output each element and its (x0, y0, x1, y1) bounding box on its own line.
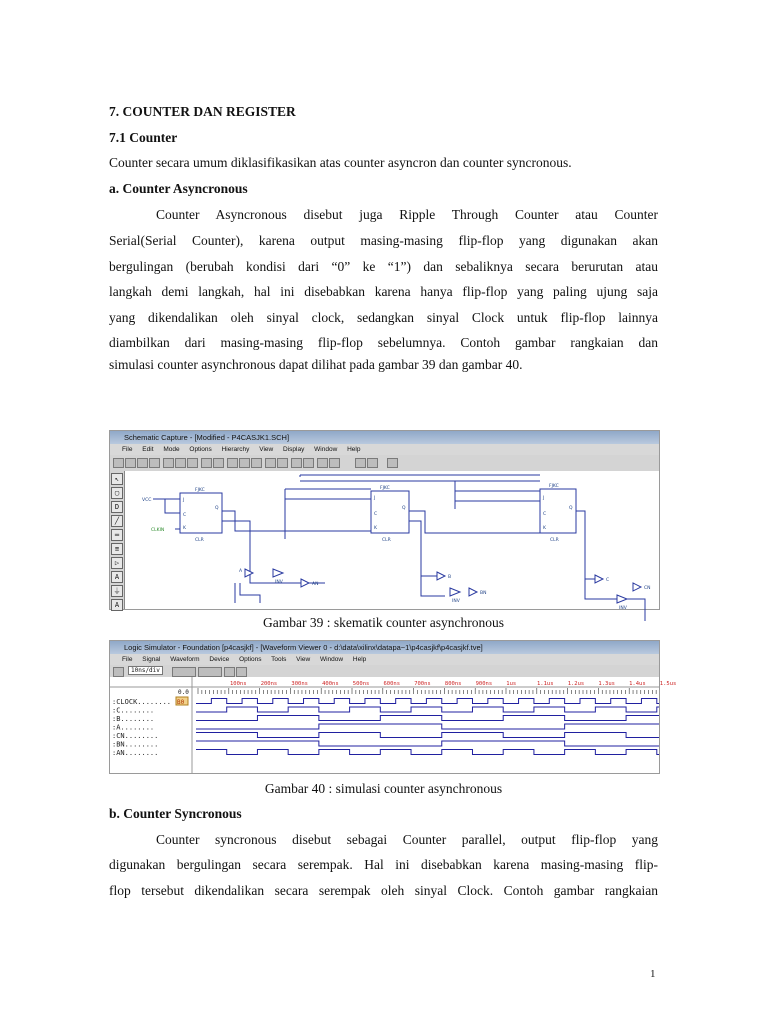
ff2-q-pin: Q (402, 506, 406, 511)
menu-help[interactable]: Help (347, 446, 361, 453)
io-marker-icon[interactable]: ▷ (111, 557, 123, 569)
menu-view[interactable]: View (259, 446, 274, 453)
ff3-c-pin: C (543, 512, 547, 517)
ff1-clr-label: CLR (195, 538, 204, 543)
time-label: 500ns (352, 681, 370, 687)
sim-tool-icon-2[interactable] (224, 667, 235, 677)
out-a-label: A (239, 569, 243, 574)
page-number: 1 (650, 968, 656, 980)
signal-name: :CLOCK........ (112, 698, 172, 706)
paragraph-b-line-3: flop tersebut dikendalikan secara serempak oleh sinyal Clock. Contoh gambar rangkaian (109, 883, 658, 898)
menu-options[interactable]: Options (189, 446, 212, 453)
paragraph-a-line-1: Counter Asyncronous disebut juga Ripple Through Counter atau Counter (156, 207, 658, 222)
subsection-a-title: a. Counter Asyncronous (109, 181, 248, 196)
inv1-label: INV (275, 580, 283, 585)
figure-39-caption: Gambar 39 : skematik counter asynchronous (262, 615, 505, 630)
sim-menu-waveform[interactable]: Waveform (170, 656, 200, 663)
ff3-clr-label: CLR (550, 538, 559, 543)
check-icon[interactable] (317, 458, 328, 468)
netlist-icon[interactable] (303, 458, 314, 468)
marker-icon[interactable] (367, 458, 378, 468)
inv2-label: INV (452, 599, 460, 604)
signal-name: :B........ (112, 715, 155, 723)
ff2-k-pin: K (374, 526, 377, 531)
wire-tool-icon[interactable]: ╱ (111, 515, 123, 527)
ff1-k-pin: K (183, 526, 186, 531)
paragraph-a-line-2: Serial(Serial Counter), karena output masing-masing flip-flop yang digunakan akan (109, 233, 658, 248)
time-label: 1.5us (659, 681, 677, 687)
time-label: 1.2us (567, 681, 585, 687)
scale-select[interactable]: 10ns/div (128, 666, 163, 675)
label-tool-icon[interactable]: A (111, 571, 123, 583)
simulator-menu-bar (110, 654, 659, 665)
paragraph-a-line-7: simulasi counter asynchronous dapat dilihat pada gambar 39 dan gambar 40. (109, 357, 523, 372)
ff3-k-pin: K (543, 526, 546, 531)
text-tool-icon[interactable]: A (111, 599, 123, 611)
simulator-toolbar (110, 665, 659, 677)
ff3-label: FJKC (549, 484, 559, 489)
paragraph-b-line-2: digunakan bergulingan secara serempak. Hal ini disebabkan karena masing-masing flip- (109, 857, 658, 872)
signal-name: :AN........ (112, 749, 159, 757)
sim-menu-window[interactable]: Window (319, 656, 344, 663)
time-label: 800ns (444, 681, 462, 687)
schematic-menu-bar (110, 444, 659, 455)
probe-icon[interactable] (355, 458, 366, 468)
menu-window[interactable]: Window (314, 446, 338, 453)
simulator-title-bar: Logic Simulator - Foundation [p4casjkf] - [Waveform Viewer 0 - d:\data\xilinx\datapa~1\p4casjkf\p4casjkf.tve] (110, 641, 659, 654)
new-icon[interactable] (113, 458, 124, 468)
time-label: 1.1us (537, 681, 554, 687)
out-c-label: C (606, 578, 610, 583)
time-label: 900ns (475, 681, 493, 687)
simulator-figure (109, 640, 677, 774)
paragraph-b-line-1: Counter syncronous disebut sebagai Counter parallel, output flip-flop yang (156, 832, 658, 847)
signal-name: :CN........ (112, 732, 159, 740)
clkin-label: CLKIN (151, 528, 165, 533)
time-label: 1.3us (598, 681, 615, 687)
ff1-label: FJKC (195, 488, 205, 493)
sim-tool-icon-1[interactable] (113, 667, 124, 677)
time-label: 100ns (230, 681, 247, 687)
hierarchy-pop-icon[interactable] (277, 458, 288, 468)
time-label: 1us (506, 681, 517, 687)
ff1-j-pin: J (183, 498, 185, 503)
time-label: 300ns (291, 681, 308, 687)
out-an-label: AN (312, 582, 319, 587)
open-icon[interactable] (125, 458, 136, 468)
symbol-tool-icon[interactable]: ▢ (111, 487, 123, 499)
flip-flop-1 (180, 493, 222, 533)
paragraph-a-line-5: yang dikendalikan oleh sinyal clock, sedangkan sinyal Clock untuk flip-flop lainnya (109, 310, 658, 325)
sim-menu-file[interactable]: File (122, 656, 133, 663)
zoom-out-icon[interactable] (251, 458, 262, 468)
sim-menu-signal[interactable]: Signal (142, 656, 161, 663)
sim-run-button[interactable] (198, 667, 222, 677)
waveform-canvas (110, 677, 677, 773)
ff1-c-pin: C (183, 513, 187, 518)
figure-40-caption: Gambar 40 : simulasi counter asynchronous (264, 781, 503, 796)
copy-icon[interactable] (175, 458, 186, 468)
menu-mode[interactable]: Mode (163, 446, 180, 453)
time-label: 400ns (322, 681, 339, 687)
ff1-q-pin: Q (215, 506, 219, 511)
sim-tool-icon-3[interactable] (236, 667, 247, 677)
tool-palette (110, 471, 125, 609)
schematic-canvas (125, 471, 659, 609)
clock-marker: B0 (177, 699, 185, 706)
schematic-figure (109, 430, 660, 610)
hierarchy-push-icon[interactable] (265, 458, 276, 468)
out-b-label: B (448, 575, 452, 580)
signal-name: :A........ (112, 723, 155, 732)
paragraph-a-line-4: langkah demi langkah, hal ini disebabkan karena hanya flip-flop yang paling ujung saja (109, 284, 658, 299)
schematic-title-bar: Schematic Capture - [Modified - P4CASJK1.SCH] (110, 431, 659, 444)
sim-menu-help[interactable]: Help (352, 656, 367, 663)
time-label: 200ns (260, 681, 278, 687)
sim-menu-device[interactable]: Device (209, 656, 230, 663)
menu-hierarchy[interactable]: Hierarchy (221, 446, 250, 453)
zoom-in-icon[interactable] (239, 458, 250, 468)
print-icon[interactable] (149, 458, 160, 468)
time-label: 600ns (383, 681, 401, 687)
sim-menu-options[interactable]: Options (239, 656, 262, 663)
symbol-icon[interactable] (291, 458, 302, 468)
paragraph-a-line-3: bergulingan (berubah kondisi dari “0” ke “1”) dan sebaliknya secara berurutan atau (109, 259, 658, 274)
schematic-toolbar (110, 455, 659, 471)
sim-step-button[interactable] (172, 667, 196, 677)
out-cn-label: CN (644, 586, 651, 591)
vcc-label: VCC (142, 498, 152, 503)
signal-name: :BN........ (112, 740, 159, 749)
ff3-q-pin: Q (569, 506, 573, 511)
pointer-icon[interactable]: ↖ (111, 473, 123, 485)
chapter-heading: 7. COUNTER DAN REGISTER (109, 104, 296, 119)
time-label: 700ns (414, 681, 431, 687)
signal-name: :C........ (112, 706, 155, 715)
menu-edit[interactable]: Edit (142, 446, 154, 453)
save-icon[interactable] (137, 458, 148, 468)
sim-menu-tools[interactable]: Tools (271, 656, 287, 663)
menu-file[interactable]: File (122, 446, 133, 453)
section-heading: 7.1 Counter (109, 130, 178, 145)
intro-paragraph: Counter secara umum diklasifikasikan atas counter asyncron dan counter syncronous. (109, 155, 572, 170)
paragraph-a-line-6: diambilkan dari masing-masing flip-flop sebelumnya. Contoh gambar rangkaian dan (109, 335, 658, 350)
cut-icon[interactable] (163, 458, 174, 468)
net-name-icon[interactable]: ≡ (111, 543, 123, 555)
gate-tool-icon[interactable]: D (111, 501, 123, 513)
vcc-tool-icon[interactable]: ⏚ (111, 585, 123, 597)
ff2-label: FJKC (380, 486, 390, 491)
ff2-clr-label: CLR (382, 538, 391, 543)
paste-icon[interactable] (187, 458, 198, 468)
simulate-icon[interactable] (329, 458, 340, 468)
subsection-b-title: b. Counter Syncronous (109, 806, 242, 821)
out-bn-label: BN (480, 591, 487, 596)
sim-menu-view[interactable]: View (296, 656, 311, 663)
inv3-label: INV (619, 606, 627, 611)
ff2-j-pin: J (374, 496, 376, 501)
bus-tool-icon[interactable]: ═ (111, 529, 123, 541)
redo-icon[interactable] (213, 458, 224, 468)
ff3-j-pin: J (543, 496, 545, 501)
ff2-c-pin: C (374, 512, 378, 517)
wire-icon[interactable] (227, 458, 238, 468)
undo-icon[interactable] (201, 458, 212, 468)
time-label: 1.4us (629, 681, 646, 687)
menu-display[interactable]: Display (283, 446, 305, 453)
time-origin: 0.0 (178, 689, 189, 696)
export-icon[interactable] (387, 458, 398, 468)
